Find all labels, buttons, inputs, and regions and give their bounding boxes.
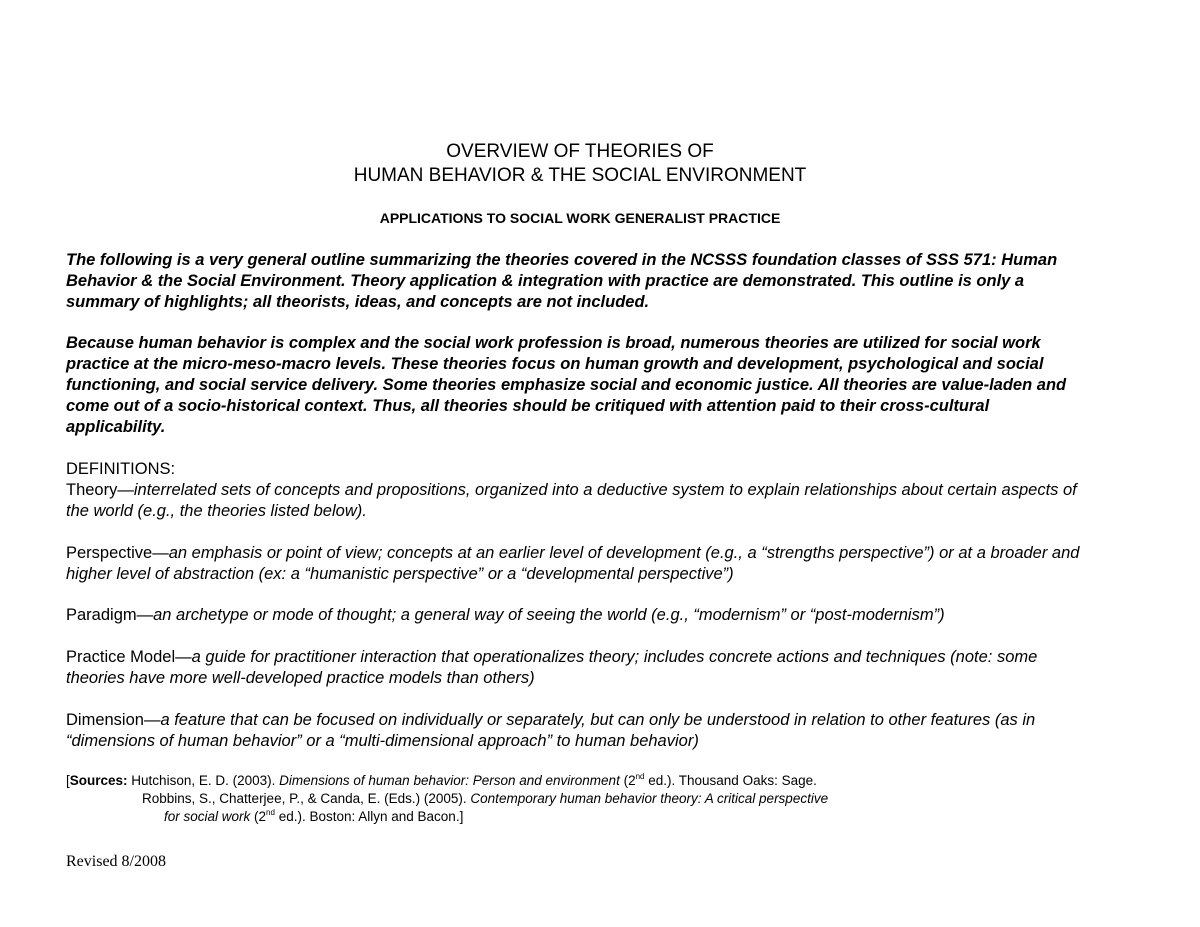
definition-description: interrelated sets of concepts and propositions, organized into a deductive system to explain relationships about certain aspects of the world (e.g., the theories listed below).	[66, 481, 1077, 520]
sources-block	[66, 772, 966, 826]
document-subtitle: APPLICATIONS TO SOCIAL WORK GENERALIST PRACTICE	[379, 210, 781, 226]
source-2-edition: (2	[250, 809, 267, 824]
source-2-title-continued: for social work	[164, 809, 251, 824]
definition-dimension	[66, 710, 1081, 752]
intro-paragraph-2: Because human behavior is complex and the social work profession is broad, numerous theories are utilized for social work practice at the micro-meso-macro levels. These theories focus on human growth and development, psychological and social functioning, and social service delivery. Some theories emphasize social and economic justice. All theories are value-laden and come out of a socio-historical context. Thus, all theories should be critiqued with attention paid to their cross-cultural applicability.	[66, 334, 1067, 436]
definition-description: a guide for practitioner interaction that operationalizes theory; includes concrete actions and techniques (note: some theories have more well-developed practice models than others)	[66, 648, 1038, 687]
definition-description: an archetype or mode of thought; a general way of seeing the world (e.g., “modernism” or “post-modernism”)	[153, 606, 945, 624]
definition-practice-model	[66, 647, 1081, 689]
definition-theory	[66, 480, 1081, 522]
document-title-line-1: OVERVIEW OF THEORIES OF	[446, 141, 714, 162]
definition-term: Theory—	[66, 481, 134, 499]
sources-label: Sources:	[69, 773, 128, 788]
source-line-3	[66, 808, 966, 826]
sources-bracket: [	[66, 773, 70, 788]
source-1-title: Dimensions of human behavior: Person and environment	[279, 773, 620, 788]
definition-description: an emphasis or point of view; concepts at an earlier level of development (e.g., a “strengths perspective”) or at a broader and higher level of abstraction (ex: a “humanistic perspective” or a “developmental perspective”)	[66, 544, 1080, 583]
source-1-edition: (2	[619, 773, 636, 788]
definition-term: Practice Model—	[66, 648, 192, 666]
definition-term: Dimension—	[66, 711, 161, 729]
source-line-1	[66, 772, 966, 790]
source-1-publisher: ed.). Thousand Oaks: Sage.	[644, 773, 817, 788]
source-2-publisher: ed.). Boston: Allyn and Bacon.]	[274, 809, 464, 824]
definition-term: Paradigm—	[66, 606, 154, 624]
definitions-heading: DEFINITIONS:	[66, 460, 176, 478]
source-1-edition-suffix: nd	[635, 772, 645, 781]
definition-paradigm	[66, 605, 1081, 626]
revised-date: Revised 8/2008	[66, 853, 166, 870]
source-2-title: Contemporary human behavior theory: A critical perspective	[470, 791, 829, 806]
intro-paragraph-1: The following is a very general outline summarizing the theories covered in the NCSSS foundation classes of SSS 571: Human Behavior & the Social Environment. Theory application & integration with practice are demonstrated. This outline is only a summary of highlights; all theorists, ideas, and concepts are not included.	[66, 251, 1058, 311]
document-title-line-2: HUMAN BEHAVIOR & THE SOCIAL ENVIRONMENT	[353, 165, 807, 186]
source-2-author: Robbins, S., Chatterjee, P., & Canda, E. (Eds.) (2005).	[142, 791, 471, 806]
definition-perspective	[66, 543, 1081, 585]
definition-term: Perspective—	[66, 544, 169, 562]
source-2-edition-suffix: nd	[266, 808, 275, 817]
source-1-author: Hutchison, E. D. (2003).	[127, 773, 280, 788]
definition-description: a feature that can be focused on individually or separately, but can only be understood in relation to other features (as in “dimensions of human behavior” or a “multi-dimensional approach” to human behavior)	[66, 711, 1036, 750]
source-line-2	[66, 790, 966, 808]
